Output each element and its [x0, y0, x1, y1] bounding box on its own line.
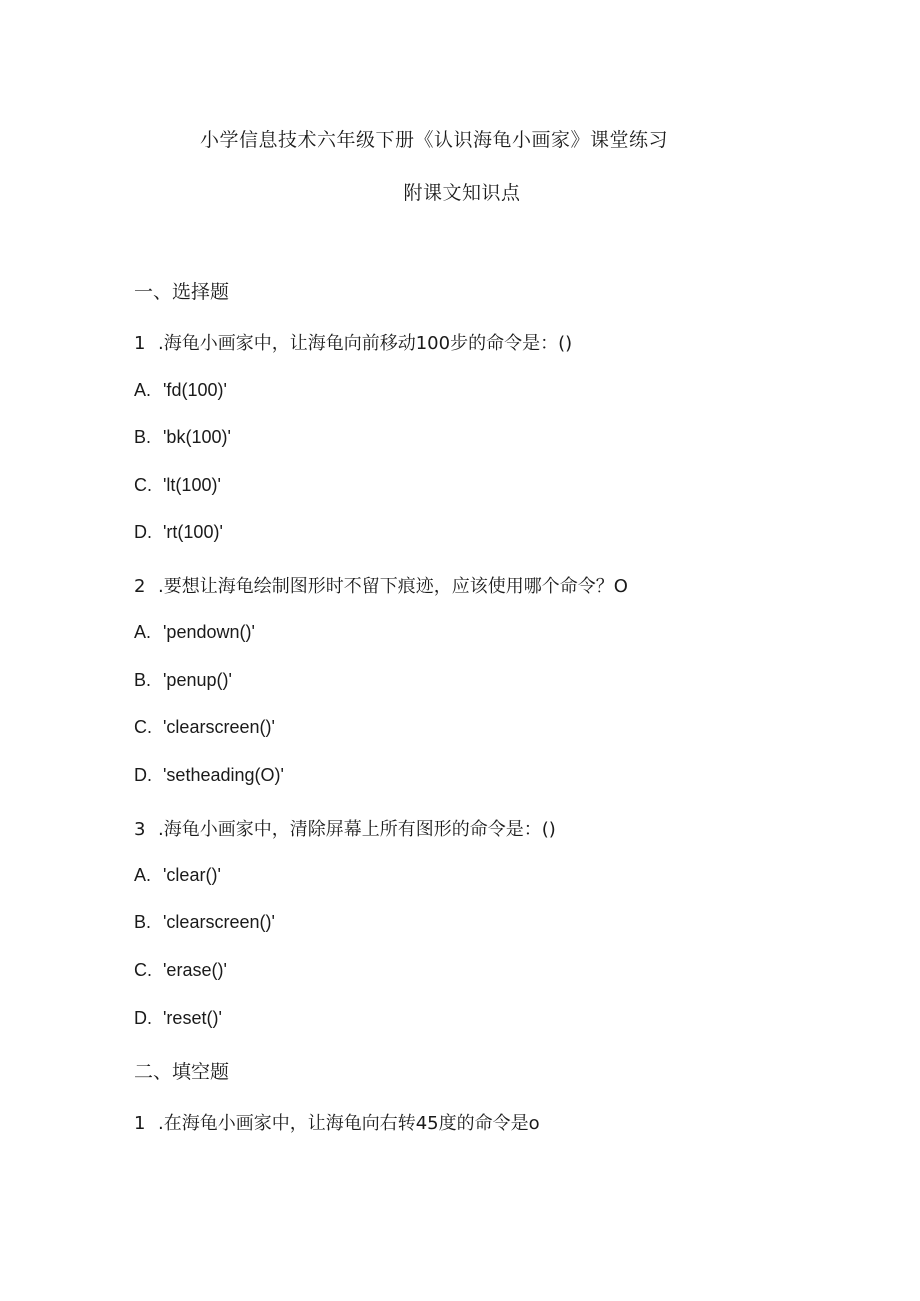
option-text: 'clear()' [163, 865, 221, 885]
option-letter: A. [134, 865, 152, 885]
question-number: 2 [134, 576, 146, 597]
q1-option-d [134, 522, 223, 543]
section-heading-choice: 一、选择题 [134, 281, 230, 303]
option-letter: D. [134, 522, 152, 542]
option-text: 'clearscreen()' [163, 912, 275, 932]
option-text: 'lt(100)' [163, 475, 221, 495]
fill-question-1 [134, 1109, 540, 1135]
document-subtitle: 附课文知识点 [403, 182, 521, 204]
option-text: 'bk(100)' [163, 427, 231, 447]
question-text: .要想让海龟绘制图形时不留下痕迹，应该使用哪个命令？O [158, 576, 628, 597]
q3-option-a [134, 865, 221, 886]
option-letter: B. [134, 670, 152, 690]
option-text: 'pendown()' [163, 622, 255, 642]
question-1 [134, 329, 572, 355]
option-text: 'fd(100)' [163, 380, 227, 400]
option-letter: C. [134, 960, 152, 980]
option-letter: C. [134, 717, 152, 737]
q1-option-c [134, 475, 221, 496]
option-text: 'clearscreen()' [163, 717, 275, 737]
option-text: 'erase()' [163, 960, 227, 980]
option-text: 'rt(100)' [163, 522, 223, 542]
q3-option-b [134, 912, 275, 933]
q1-option-b [134, 427, 231, 448]
question-2 [134, 572, 628, 598]
q2-option-c [134, 717, 275, 738]
q2-option-d [134, 765, 284, 786]
option-letter: B. [134, 427, 152, 447]
option-text: 'reset()' [163, 1008, 222, 1028]
section-heading-fill: 二、填空题 [134, 1061, 230, 1083]
q1-option-a [134, 380, 227, 401]
q2-option-a [134, 622, 255, 643]
question-number: 3 [134, 819, 146, 840]
q3-option-c [134, 960, 227, 981]
option-letter: A. [134, 380, 152, 400]
option-text: 'setheading(O)' [163, 765, 284, 785]
document-title: 小学信息技术六年级下册《认识海龟小画家》课堂练习 [199, 129, 668, 151]
question-text: .海龟小画家中，清除屏幕上所有图形的命令是：() [158, 819, 556, 840]
option-letter: B. [134, 912, 152, 932]
q2-option-b [134, 670, 232, 691]
question-number: 1 [134, 1113, 146, 1134]
question-3 [134, 815, 556, 841]
option-letter: A. [134, 622, 152, 642]
q3-option-d [134, 1008, 222, 1029]
option-letter: D. [134, 765, 152, 785]
option-text: 'penup()' [163, 670, 232, 690]
question-text: .海龟小画家中，让海龟向前移动100步的命令是：() [158, 333, 573, 354]
option-letter: D. [134, 1008, 152, 1028]
question-number: 1 [134, 333, 146, 354]
question-text: .在海龟小画家中，让海龟向右转45度的命令是o [158, 1113, 540, 1134]
option-letter: C. [134, 475, 152, 495]
